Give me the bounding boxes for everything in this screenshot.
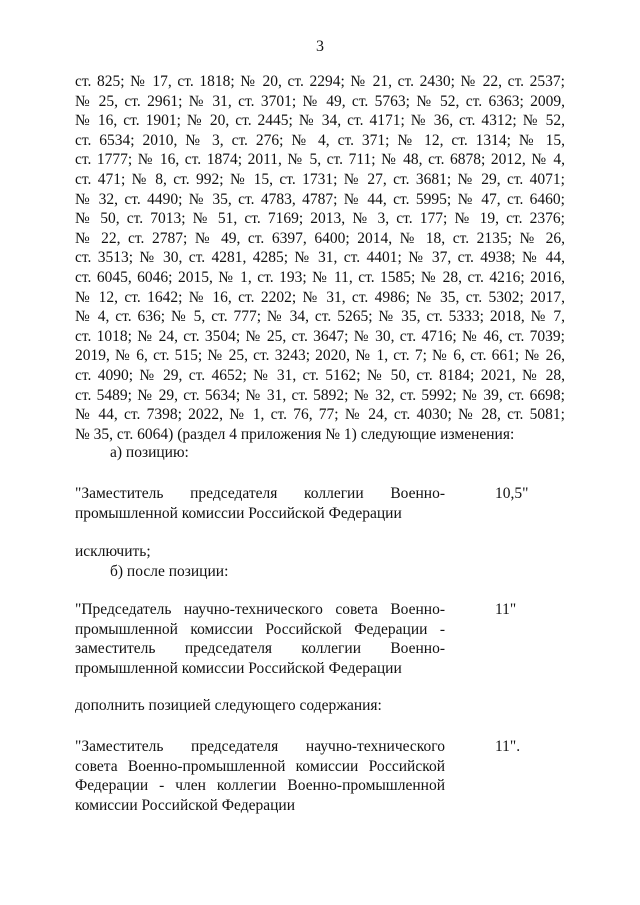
supplement-text: дополнить позицией следующего содержания: xyxy=(75,697,382,714)
citation-line: № 4, ст. 636; № 5, ст. 777; № 34, ст. 5265; № 35, ст. 5333; 2018, № 7, xyxy=(75,308,565,326)
item-a-label: а) позицию: xyxy=(110,444,189,461)
citation-line: № 16, ст. 1901; № 20, ст. 2445; № 34, ст. 4171; № 36, ст. 4312; № 52, xyxy=(75,112,565,130)
position-title xyxy=(75,600,445,678)
position-title xyxy=(75,737,445,815)
position-line: Федерации - член коллегии Военно-промышленной xyxy=(75,777,445,795)
position-line: "Заместитель председателя коллегии Военно- xyxy=(75,485,445,502)
citations-paragraph xyxy=(75,72,565,444)
citation-line: ст. 5489; № 29, ст. 5634; № 31, ст. 5892; № 32, ст. 5992; № 39, ст. 6698; xyxy=(75,386,565,404)
position-line: "Заместитель председателя научно-технического xyxy=(75,738,445,755)
position-line: промышленной комиссии Российской Федерации xyxy=(75,504,402,522)
citation-line: ст. 1777; № 16, ст. 1874; 2011, № 5, ст. 711; № 48, ст. 6878; 2012, № 4, xyxy=(75,151,565,169)
citation-line: ст. 6534; 2010, № 3, ст. 276; № 4, ст. 371; № 12, ст. 1314; № 15, xyxy=(75,131,565,149)
position-value: 11". xyxy=(495,738,521,755)
item-b-label: б) после позиции: xyxy=(110,563,229,580)
citation-line: ст. 1018; № 24, ст. 3504; № 25, ст. 3647; № 30, ст. 4716; № 46, ст. 7039; xyxy=(75,327,565,345)
position-entry-3 xyxy=(75,737,555,817)
position-line: заместитель председателя коллегии Военно- xyxy=(75,640,445,658)
citation-line: № 22, ст. 2787; № 49, ст. 6397, 6400; 2014, № 18, ст. 2135; № 26, xyxy=(75,229,565,247)
citation-line: ст. 3513; № 30, ст. 4281, 4285; № 31, ст. 4401; № 37, ст. 4938; № 44, xyxy=(75,249,565,267)
position-line: промышленной комиссии Российской Федерации - xyxy=(75,620,445,638)
position-value: 11" xyxy=(495,601,517,618)
citation-line: № 50, ст. 7013; № 51, ст. 7169; 2013, № 3, ст. 177; № 19, ст. 2376; xyxy=(75,210,565,228)
citation-line: ст. 6045, 6046; 2015, № 1, ст. 193; № 11, ст. 1585; № 28, ст. 4216; 2016, xyxy=(75,268,565,286)
citation-line: ст. 4090; № 29, ст. 4652; № 31, ст. 5162; № 50, ст. 8184; 2021, № 28, xyxy=(75,366,565,384)
position-line: совета Военно-промышленной комиссии Российской xyxy=(75,757,445,775)
position-line: комиссии Российской Федерации xyxy=(75,796,295,814)
position-entry-2 xyxy=(75,600,555,680)
citation-line: 2019, № 6, ст. 515; № 25, ст. 3243; 2020, № 1, ст. 7; № 6, ст. 661; № 26, xyxy=(75,347,565,365)
position-value: 10,5" xyxy=(495,485,529,502)
citation-line: № 12, ст. 1642; № 16, ст. 2202; № 31, ст. 4986; № 35, ст. 5302; 2017, xyxy=(75,288,565,306)
citation-line: ст. 471; № 8, ст. 992; № 15, ст. 1731; № 27, ст. 3681; № 29, ст. 4071; xyxy=(75,170,565,188)
citation-line: ст. 825; № 17, ст. 1818; № 20, ст. 2294; № 21, ст. 2430; № 22, ст. 2537; xyxy=(75,73,565,90)
citation-line: № 32, ст. 4490; № 35, ст. 4783, 4787; № 44, ст. 5995; № 47, ст. 6460; xyxy=(75,190,565,208)
position-line: промышленной комиссии Российской Федерации xyxy=(75,659,402,677)
position-entry-1 xyxy=(75,484,555,524)
citation-line: № 25, ст. 2961; № 31, ст. 3701; № 49, ст. 5763; № 52, ст. 6363; 2009, xyxy=(75,92,565,110)
page-number: 3 xyxy=(316,38,324,55)
position-line: "Председатель научно-технического совета Военно- xyxy=(75,601,445,618)
exclude-text: исключить; xyxy=(75,543,151,560)
citation-line: № 44, ст. 7398; 2022, № 1, ст. 76, 77; № 24, ст. 4030; № 28, ст. 5081; xyxy=(75,406,565,424)
citation-line: № 35, ст. 6064) (раздел 4 приложения № 1) следующие изменения: xyxy=(75,425,515,443)
position-title xyxy=(75,484,445,523)
